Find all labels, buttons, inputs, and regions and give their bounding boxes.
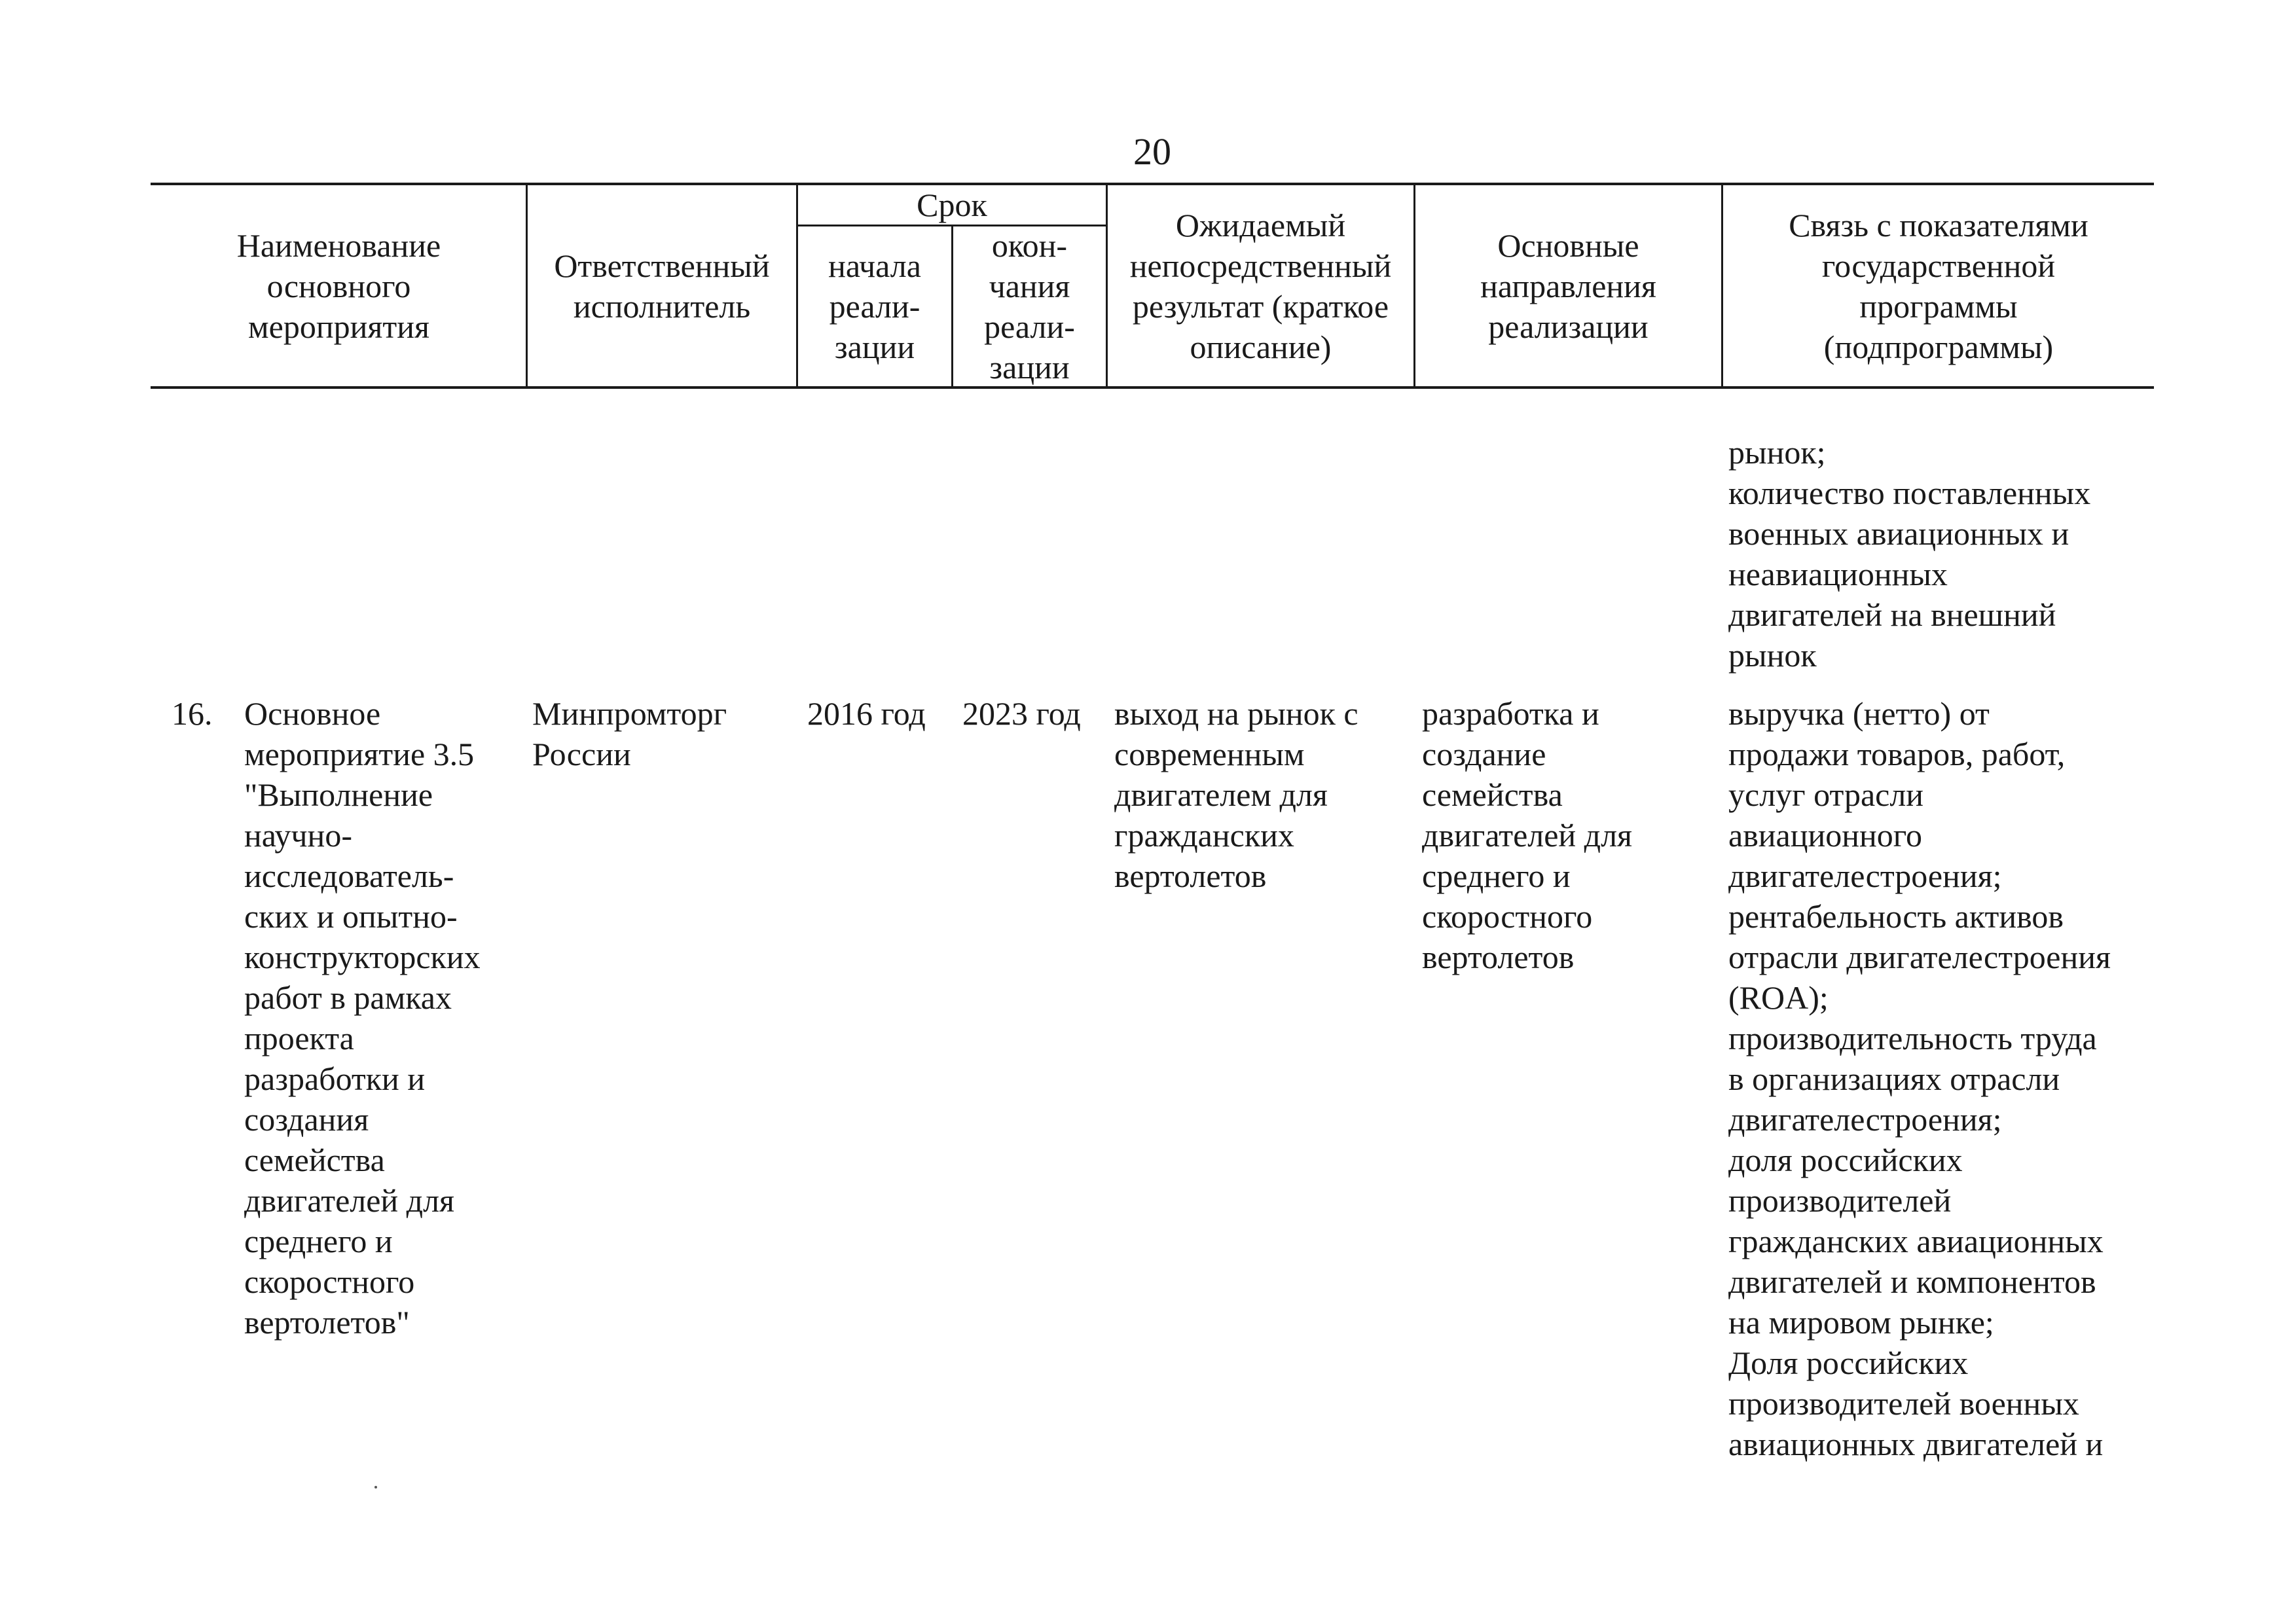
header-directions: Основные направления реализации <box>1480 226 1656 345</box>
page-number: 20 <box>1133 130 1171 173</box>
header-name: Наименование основного мероприятия <box>236 226 441 345</box>
row-link: выручка (нетто) от продажи товаров, работ, услуг отрасли авиационного двигателестроения; рентабельность активов отрасли двигателестроения (ROA); производительность труда в организациях отрасли двигателестроения; доля российских производителей гражданских авиационных двигателей и компонентов на мировом рынке; Доля российских производителей военных авиационных двигателей и <box>1728 695 2111 1462</box>
scan-speck <box>374 1486 377 1489</box>
header-link: Связь с показателями государственной программы (подпрограммы) <box>1789 206 2088 365</box>
row-start-year: 2016 год <box>807 695 926 732</box>
row-end-year: 2023 год <box>962 695 1081 732</box>
row-directions: разработка и создание семейства двигателей для среднего и скоростного вертолетов <box>1422 695 1633 975</box>
header-executor: Ответственный исполнитель <box>554 247 770 325</box>
header-start: начала реали- зации <box>828 247 921 365</box>
header-term: Срок <box>917 187 987 223</box>
row-number: 16. <box>172 695 213 732</box>
header-result: Ожидаемый непосредственный результат (краткое описание) <box>1129 206 1392 365</box>
row-name: Основное мероприятие 3.5 "Выполнение научно- исследователь- ских и опытно- конструкторских работ в рамках проекта разработки и создания семейства двигателей для среднего и скоростного вертолетов" <box>244 695 481 1341</box>
continuation-link-text: рынок; количество поставленных военных авиационных и неавиационных двигателей на внешний рынок <box>1728 434 2091 674</box>
table-header-bottom-rule <box>151 386 2154 389</box>
row-result: выход на рынок с современным двигателем для гражданских вертолетов <box>1114 695 1358 894</box>
row-executor: Минпромторг России <box>532 695 727 772</box>
header-end: окон- чания реали- зации <box>984 227 1075 386</box>
